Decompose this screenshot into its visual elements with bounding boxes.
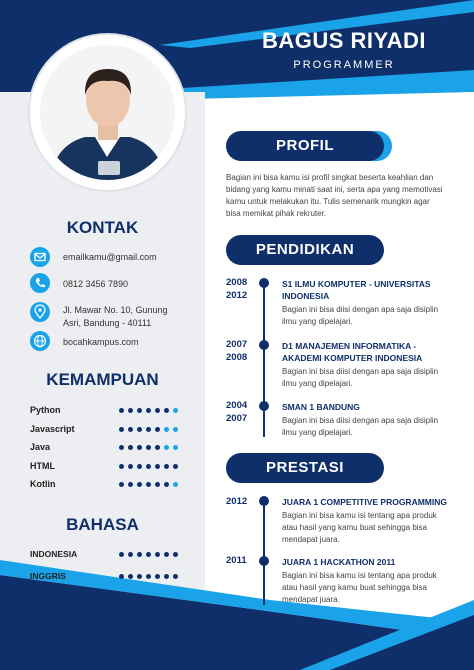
skill-label: Javascript xyxy=(30,423,75,434)
rating-dot xyxy=(119,445,124,450)
edu-desc-line2: ilmu yang dipelajari. xyxy=(282,317,353,326)
rating-dot xyxy=(155,552,160,557)
rating-dot xyxy=(119,482,124,487)
rating-dot xyxy=(128,574,133,579)
phone-icon xyxy=(30,273,50,293)
rating-dot xyxy=(146,464,151,469)
language-label: INDONESIA xyxy=(30,549,78,559)
section-title-kemampuan: KEMAMPUAN xyxy=(46,370,159,389)
timeline-dot xyxy=(259,556,269,566)
rating-dot xyxy=(119,408,124,413)
rating-dot xyxy=(137,482,142,487)
contact-address-line2: Asri, Bandung - 40111 xyxy=(63,318,152,328)
edu-desc-line1: Bagian ini bisa diisi dengan apa saja disiplin xyxy=(282,416,439,425)
rating-dot xyxy=(155,427,160,432)
edu-title-line1: D1 MANAJEMEN INFORMATIKA - xyxy=(282,341,417,351)
rating-dot xyxy=(137,427,142,432)
timeline-dot xyxy=(259,496,269,506)
achievement-desc-line2: atau hasil yang kamu buat sehingga bisa xyxy=(282,523,427,532)
achievement-year: 2011 xyxy=(226,555,247,566)
rating-dot xyxy=(128,445,133,450)
section-title-prestasi: PRESTASI xyxy=(226,453,384,483)
rating-dot xyxy=(128,408,133,413)
person-name: BAGUS RIYADI xyxy=(261,28,427,53)
person-role: PROGRAMMER xyxy=(293,59,395,71)
rating-dot xyxy=(119,574,124,579)
section-title-pendidikan: PENDIDIKAN xyxy=(226,235,384,265)
edu-desc-line2: ilmu yang dipelajari. xyxy=(282,379,353,388)
section-title-bahasa: BAHASA xyxy=(66,515,139,534)
skill-label: HTML xyxy=(30,460,55,471)
edu-desc-line1: Bagian ini bisa diisi dengan apa saja disiplin xyxy=(282,367,439,376)
edu-year-start: 2008 xyxy=(226,277,248,288)
contact-website[interactable]: bocahkampus.com xyxy=(63,337,139,347)
rating-dot xyxy=(146,408,151,413)
rating-dot xyxy=(173,408,178,413)
rating-dot xyxy=(119,427,124,432)
achievement-timeline-line xyxy=(263,500,265,605)
achievement-desc-line3: mendapat juara. xyxy=(282,535,340,544)
rating-dot xyxy=(173,427,178,432)
rating-dot xyxy=(155,408,160,413)
rating-dot xyxy=(146,574,151,579)
rating-dot xyxy=(164,427,169,432)
rating-dot xyxy=(164,408,169,413)
edu-title-line2: AKADEMI KOMPUTER INDONESIA xyxy=(282,353,423,363)
section-title-kontak: KONTAK xyxy=(66,218,139,237)
achievement-desc-line1: Bagian ini bisa kamu isi tentang apa produk xyxy=(282,511,437,520)
edu-desc-line2: ilmu yang dipelajari. xyxy=(282,428,353,437)
globe-icon xyxy=(30,331,50,351)
rating-dot xyxy=(155,482,160,487)
profile-line-1: Bagian ini bisa kamu isi profil singkat beserta keahlian dan xyxy=(226,173,434,182)
skill-label: Python xyxy=(30,405,61,415)
edu-title-line1: S1 ILMU KOMPUTER - UNIVERSITAS xyxy=(282,279,431,289)
rating-dot xyxy=(146,427,151,432)
rating-dot xyxy=(173,445,178,450)
achievement-desc-line2: atau hasil yang kamu buat sehingga bisa xyxy=(282,583,427,592)
rating-dot xyxy=(164,574,169,579)
rating-dot xyxy=(146,445,151,450)
section-title-profil: PROFIL xyxy=(226,131,384,161)
rating-dot xyxy=(155,445,160,450)
mail-icon xyxy=(30,247,50,267)
achievement-title: JUARA 1 COMPETITIVE PROGRAMMING xyxy=(282,497,447,507)
edu-year-end: 2008 xyxy=(226,352,248,363)
achievement-title: JUARA 1 HACKATHON 2011 xyxy=(282,557,396,567)
rating-dot xyxy=(173,574,178,579)
edu-title-line2: INDONESIA xyxy=(282,291,330,301)
rating-dot xyxy=(128,464,133,469)
rating-dot xyxy=(119,464,124,469)
rating-dot xyxy=(164,464,169,469)
rating-dot xyxy=(173,552,178,557)
rating-dot xyxy=(155,464,160,469)
rating-dot xyxy=(137,408,142,413)
edu-year-start: 2004 xyxy=(226,400,248,411)
contact-phone: 0812 3456 7890 xyxy=(63,279,129,289)
rating-dot xyxy=(137,574,142,579)
rating-dot xyxy=(128,482,133,487)
profile-line-4: bisa memikat pihak rekruter. xyxy=(226,209,327,218)
rating-dot xyxy=(164,445,169,450)
profile-line-2: bidang yang kamu minati saat ini, serta apa yang memotivasi xyxy=(226,185,443,194)
rating-dot xyxy=(173,464,178,469)
language-label: INGGRIS xyxy=(30,571,66,581)
edu-desc-line1: Bagian ini bisa diisi dengan apa saja disiplin xyxy=(282,305,439,314)
timeline-dot xyxy=(259,278,269,288)
skill-label: Kotlin xyxy=(30,479,56,489)
rating-dot xyxy=(146,552,151,557)
rating-dot xyxy=(164,482,169,487)
profile-photo xyxy=(40,45,175,180)
rating-dot xyxy=(128,552,133,557)
skill-label: Java xyxy=(30,442,51,452)
achievement-year: 2012 xyxy=(226,496,248,507)
edu-year-end: 2012 xyxy=(226,290,248,301)
rating-dot xyxy=(164,552,169,557)
rating-dot xyxy=(137,464,142,469)
rating-dot xyxy=(119,552,124,557)
education-timeline-line xyxy=(263,282,265,437)
rating-dot xyxy=(128,427,133,432)
edu-title-line1: SMAN 1 BANDUNG xyxy=(282,402,360,412)
achievement-desc-line1: Bagian ini bisa kamu isi tentang apa produk xyxy=(282,571,437,580)
edu-year-start: 2007 xyxy=(226,339,248,350)
location-pin-icon xyxy=(30,302,50,322)
edu-year-end: 2007 xyxy=(226,413,248,424)
rating-dot xyxy=(173,482,178,487)
achievement-desc-line3: mendapat juara. xyxy=(282,595,340,604)
rating-dot xyxy=(137,445,142,450)
profile-line-3: kamu untuk melakukan itu. Tulis semenarik mungkin agar xyxy=(226,197,430,206)
timeline-dot xyxy=(259,401,269,411)
timeline-dot xyxy=(259,340,269,350)
contact-address-line1: Jl. Mawar No. 10, Gunung xyxy=(63,305,168,315)
contact-email[interactable]: emailkamu@gmail.com xyxy=(63,252,157,262)
rating-dot xyxy=(155,574,160,579)
rating-dot xyxy=(146,482,151,487)
rating-dot xyxy=(137,552,142,557)
